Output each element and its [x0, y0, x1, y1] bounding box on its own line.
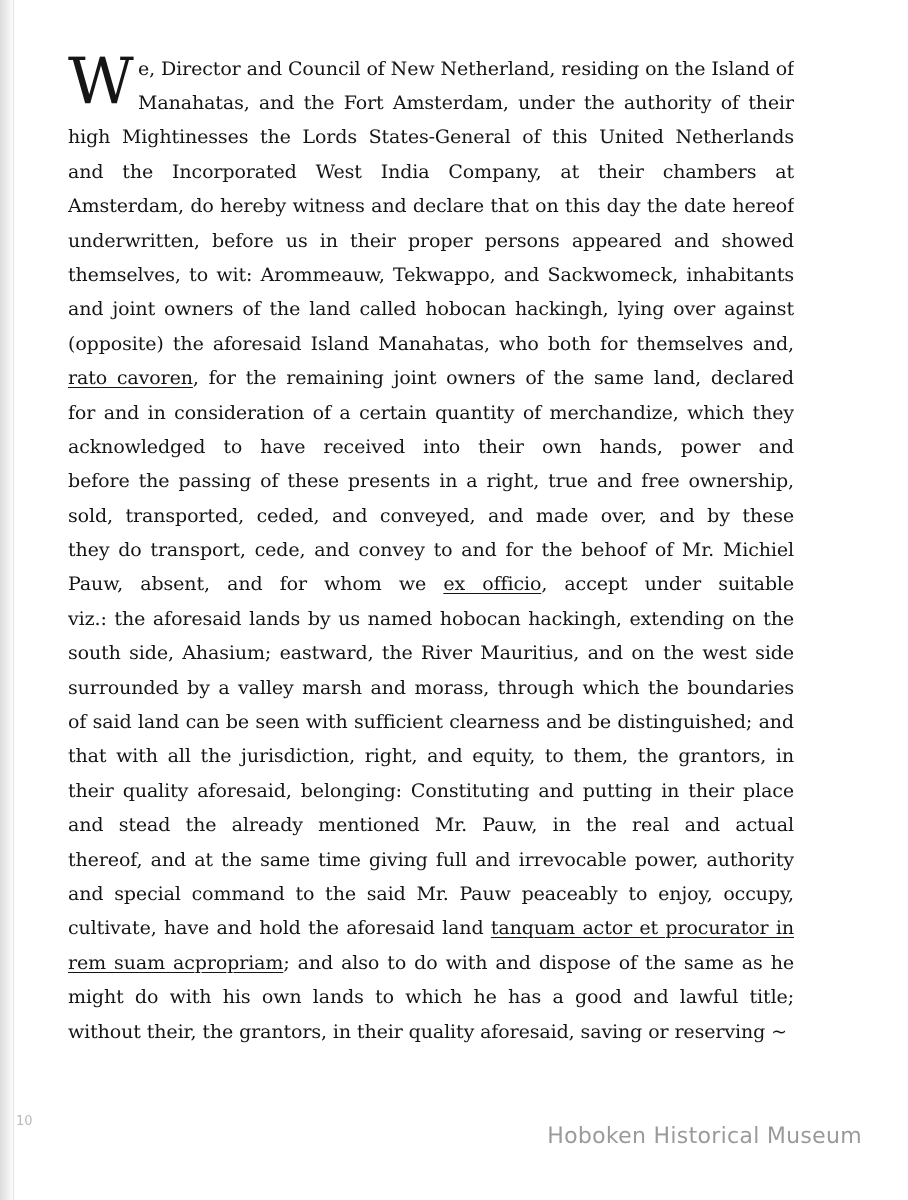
text-line: themselves, to wit: Arommeauw, Tekwappo, and Sackwomeck, inhabitants — [68, 263, 794, 286]
text-line: they do transport, cede, and convey to and for the behoof of Mr. Michiel — [68, 539, 794, 562]
text-line: and joint owners of the land called hobocan hackingh, lying over against — [68, 298, 794, 321]
text-line: cultivate, have and hold the aforesaid land tanquam actor et procurator in — [68, 917, 794, 940]
text-line: that with all the jurisdiction, right, and equity, to them, the grantors, in — [68, 745, 794, 768]
underlined-phrase: tanquam actor et procurator in — [490, 917, 794, 940]
underlined-phrase: rem suam acpropriam — [68, 951, 284, 974]
underlined-phrase: ex officio — [443, 573, 542, 596]
page-number: 10 — [16, 1114, 33, 1129]
drop-cap: W — [68, 45, 134, 119]
text-line: acknowledged to have received into their own hands, power and — [68, 435, 794, 458]
text-line: sold, transported, ceded, and conveyed, and made over, and by these — [68, 504, 794, 527]
text-line: rem suam acpropriam; and also to do with and dispose of the same as he — [68, 951, 794, 974]
text-line: Manahatas, and the Fort Amsterdam, under the authority of their — [138, 92, 794, 114]
text-line: thereof, and at the same time giving full and irrevocable power, authority — [68, 848, 794, 871]
underlined-phrase: rato cavoren — [68, 367, 193, 390]
text-line: before the passing of these presents in a right, true and free ownership, — [68, 470, 794, 493]
page-edge-shadow — [0, 0, 14, 1200]
text-line: of said land can be seen with sufficient clearness and be distinguished; and — [68, 711, 794, 734]
text-line: south side, Ahasium; eastward, the River Mauritius, and on the west side — [68, 642, 794, 665]
text-line: (opposite) the aforesaid Island Manahatas, who both for themselves and, — [68, 332, 794, 355]
text-line: and the Incorporated West India Company, at their chambers at — [68, 160, 794, 183]
text-line: rato cavoren, for the remaining joint owners of the same land, declared — [68, 367, 794, 390]
text-line: their quality aforesaid, belonging: Constituting and putting in their place — [68, 779, 794, 802]
text-line: might do with his own lands to which he has a good and lawful title; — [68, 986, 794, 1009]
page-edge-line — [13, 0, 14, 1200]
text-line: without their, the grantors, in their quality aforesaid, saving or reserving ~ — [68, 1020, 787, 1043]
text-line: Pauw, absent, and for whom we ex officio, accept under suitable — [68, 573, 794, 596]
text-line: Amsterdam, do hereby witness and declare that on this day the date hereof — [68, 195, 794, 218]
text-lines — [68, 86, 794, 1049]
text-line: viz.: the aforesaid lands by us named hobocan hackingh, extending on the — [68, 607, 794, 630]
text-line: high Mightinesses the Lords States-General of this United Netherlands — [68, 126, 794, 149]
deed-text — [68, 45, 794, 1049]
text-line: underwritten, before us in their proper persons appeared and showed — [68, 229, 794, 252]
text-line: surrounded by a valley marsh and morass, through which the boundaries — [68, 676, 794, 699]
text-line: e, Director and Council of New Netherland, residing on the Island of — [138, 58, 794, 80]
text-line: and stead the already mentioned Mr. Pauw, in the real and actual — [68, 814, 794, 837]
watermark-text: Hoboken Historical Museum — [547, 1124, 862, 1149]
text-line: and special command to the said Mr. Pauw peaceably to enjoy, occupy, — [68, 882, 794, 905]
text-line: for and in consideration of a certain quantity of merchandize, which they — [68, 401, 794, 424]
